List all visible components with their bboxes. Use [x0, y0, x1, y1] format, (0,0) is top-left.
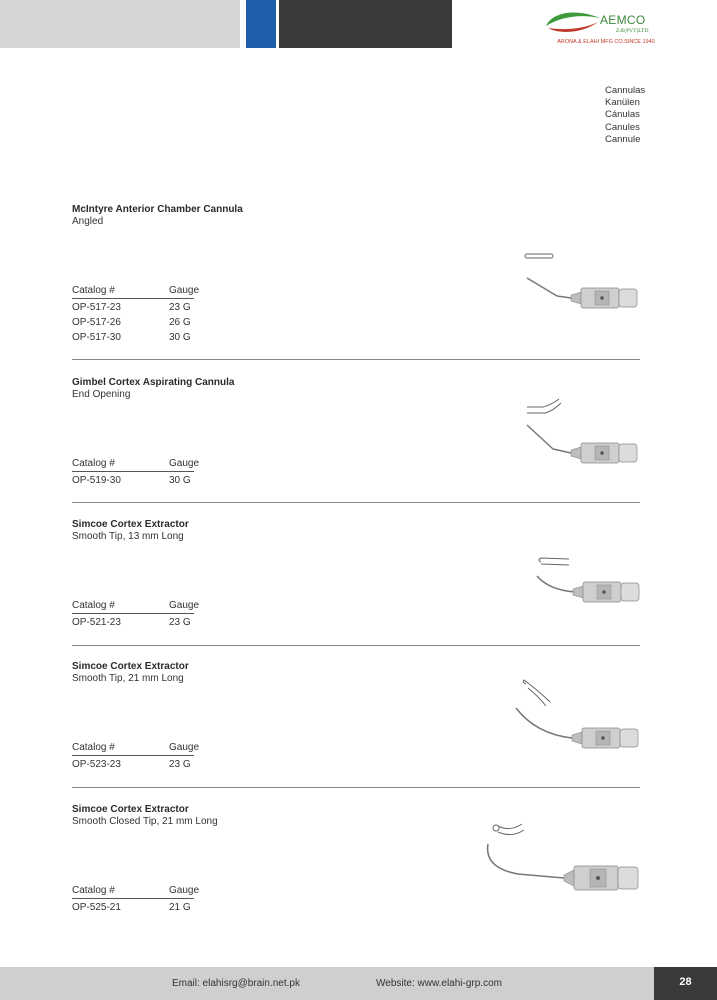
- brand-name: AEMCO: [600, 13, 646, 27]
- gauge-value: 23 G: [169, 302, 191, 313]
- brand-sub: ZÆ(PVT)LTD: [616, 28, 649, 34]
- cannula-illustration: [515, 393, 645, 473]
- catalog-number: OP-525-21: [72, 902, 121, 913]
- category-item: Cannule: [605, 133, 641, 145]
- catalog-number: OP-517-26: [72, 317, 121, 328]
- catalog-header: Catalog #: [72, 285, 115, 296]
- category-item: Canules: [605, 121, 640, 133]
- footer-email[interactable]: Email: elahisrg@brain.net.pk: [172, 978, 300, 989]
- catalog-number: OP-523-23: [72, 759, 121, 770]
- page-number: 28: [679, 976, 692, 988]
- gauge-header: Gauge: [169, 885, 200, 896]
- table-header: [72, 284, 200, 299]
- category-list: [605, 85, 645, 146]
- gauge-header: Gauge: [169, 742, 200, 753]
- catalog-table: [72, 884, 200, 914]
- product-title: Simcoe Cortex Extractor: [72, 804, 189, 815]
- catalog-header: Catalog #: [72, 458, 115, 469]
- product-subtitle: Smooth Closed Tip, 21 mm Long: [72, 816, 218, 827]
- table-row: [72, 314, 194, 329]
- cannula-illustration: [478, 818, 643, 898]
- gauge-header: Gauge: [169, 285, 200, 296]
- table-row: [72, 472, 194, 487]
- product-title: Gimbel Cortex Aspirating Cannula: [72, 377, 235, 388]
- table-header: [72, 884, 200, 899]
- catalog-table: [72, 599, 200, 629]
- gauge-value: 21 G: [169, 902, 191, 913]
- page-number-box: [654, 967, 717, 1000]
- gauge-header: Gauge: [169, 458, 200, 469]
- section-divider: [72, 359, 640, 360]
- catalog-number: OP-521-23: [72, 617, 121, 628]
- gauge-value: 26 G: [169, 317, 191, 328]
- cannula-illustration: [515, 248, 645, 318]
- gauge-header: Gauge: [169, 600, 200, 611]
- gauge-value: 30 G: [169, 332, 191, 343]
- table-row: [72, 299, 194, 314]
- product-subtitle: End Opening: [72, 389, 131, 400]
- catalog-header: Catalog #: [72, 885, 115, 896]
- catalog-table: [72, 457, 200, 487]
- product-title: McIntyre Anterior Chamber Cannula: [72, 204, 243, 215]
- gauge-value: 30 G: [169, 475, 191, 486]
- product-subtitle: Angled: [72, 216, 104, 227]
- table-row: [72, 899, 194, 914]
- gauge-value: 23 G: [169, 759, 191, 770]
- header-band-left: [0, 0, 240, 48]
- table-row: [72, 756, 194, 771]
- product-subtitle: Smooth Tip, 13 mm Long: [72, 531, 184, 542]
- page-footer: [0, 967, 717, 1000]
- section-divider: [72, 645, 640, 646]
- catalog-header: Catalog #: [72, 742, 115, 753]
- catalog-table: [72, 741, 200, 771]
- product-section: [72, 519, 640, 628]
- brand-logo: [540, 8, 670, 52]
- product-title: Simcoe Cortex Extractor: [72, 661, 189, 672]
- table-header: [72, 457, 200, 472]
- table-header: [72, 741, 200, 756]
- brand-tagline: ARONA & ELAHI MFG CO.SINCE 1940: [557, 39, 655, 45]
- catalog-number: OP-517-23: [72, 302, 121, 313]
- cannula-illustration: [515, 550, 645, 615]
- cannula-illustration: [510, 678, 645, 753]
- table-row: [72, 329, 194, 344]
- catalog-header: Catalog #: [72, 600, 115, 611]
- category-item: Cannulas: [605, 85, 646, 96]
- section-divider: [72, 787, 640, 788]
- catalog-number: OP-517-30: [72, 332, 121, 343]
- gauge-value: 23 G: [169, 617, 191, 628]
- catalog-number: OP-519-30: [72, 475, 121, 486]
- category-item: Cánulas: [605, 109, 640, 121]
- footer-website[interactable]: Website: www.elahi-grp.com: [376, 978, 502, 989]
- product-subtitle: Smooth Tip, 21 mm Long: [72, 673, 184, 684]
- product-section: [72, 204, 640, 343]
- header-band-blue: [246, 0, 276, 48]
- table-row: [72, 614, 194, 629]
- table-header: [72, 599, 200, 614]
- header-band-dark: [279, 0, 452, 48]
- category-item: Kanülen: [605, 97, 640, 109]
- catalog-table: [72, 284, 200, 344]
- section-divider: [72, 502, 640, 503]
- leaf-logo-icon: [542, 8, 602, 38]
- product-title: Simcoe Cortex Extractor: [72, 519, 189, 530]
